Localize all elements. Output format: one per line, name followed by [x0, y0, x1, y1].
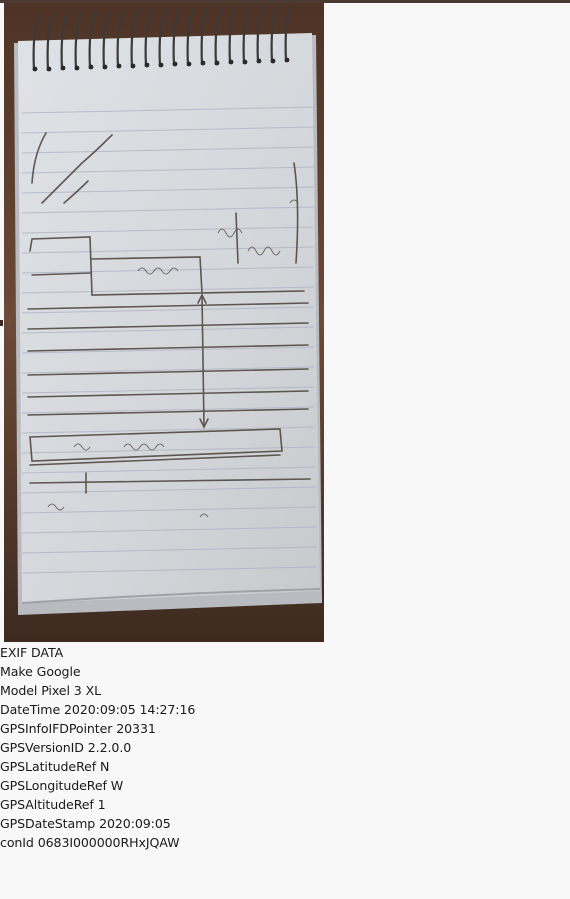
- notebook-sketch-photo: [4, 3, 324, 642]
- edge-mark: [0, 320, 3, 326]
- exif-row-gps-version: GPSVersionID 2.2.0.0: [0, 740, 132, 755]
- exif-row-gps-longitude-ref: GPSLongitudeRef W: [0, 778, 124, 793]
- exif-data-panel: [0, 643, 560, 852]
- exif-row-gps-ifd-pointer: GPSInfoIFDPointer 20331: [0, 721, 156, 736]
- exif-row-con-id: conId 0683I000000RHxJQAW: [0, 835, 180, 850]
- exif-row-datetime: DateTime 2020:09:05 14:27:16: [0, 702, 196, 717]
- exif-row-model: Model Pixel 3 XL: [0, 683, 102, 698]
- exif-row-gps-datestamp: GPSDateStamp 2020:09:05: [0, 816, 171, 831]
- exif-heading: EXIF DATA: [0, 645, 64, 660]
- exif-row-gps-altitude-ref: GPSAltitudeRef 1: [0, 797, 106, 812]
- exif-row-gps-latitude-ref: GPSLatitudeRef N: [0, 759, 110, 774]
- exif-row-make: Make Google: [0, 664, 81, 679]
